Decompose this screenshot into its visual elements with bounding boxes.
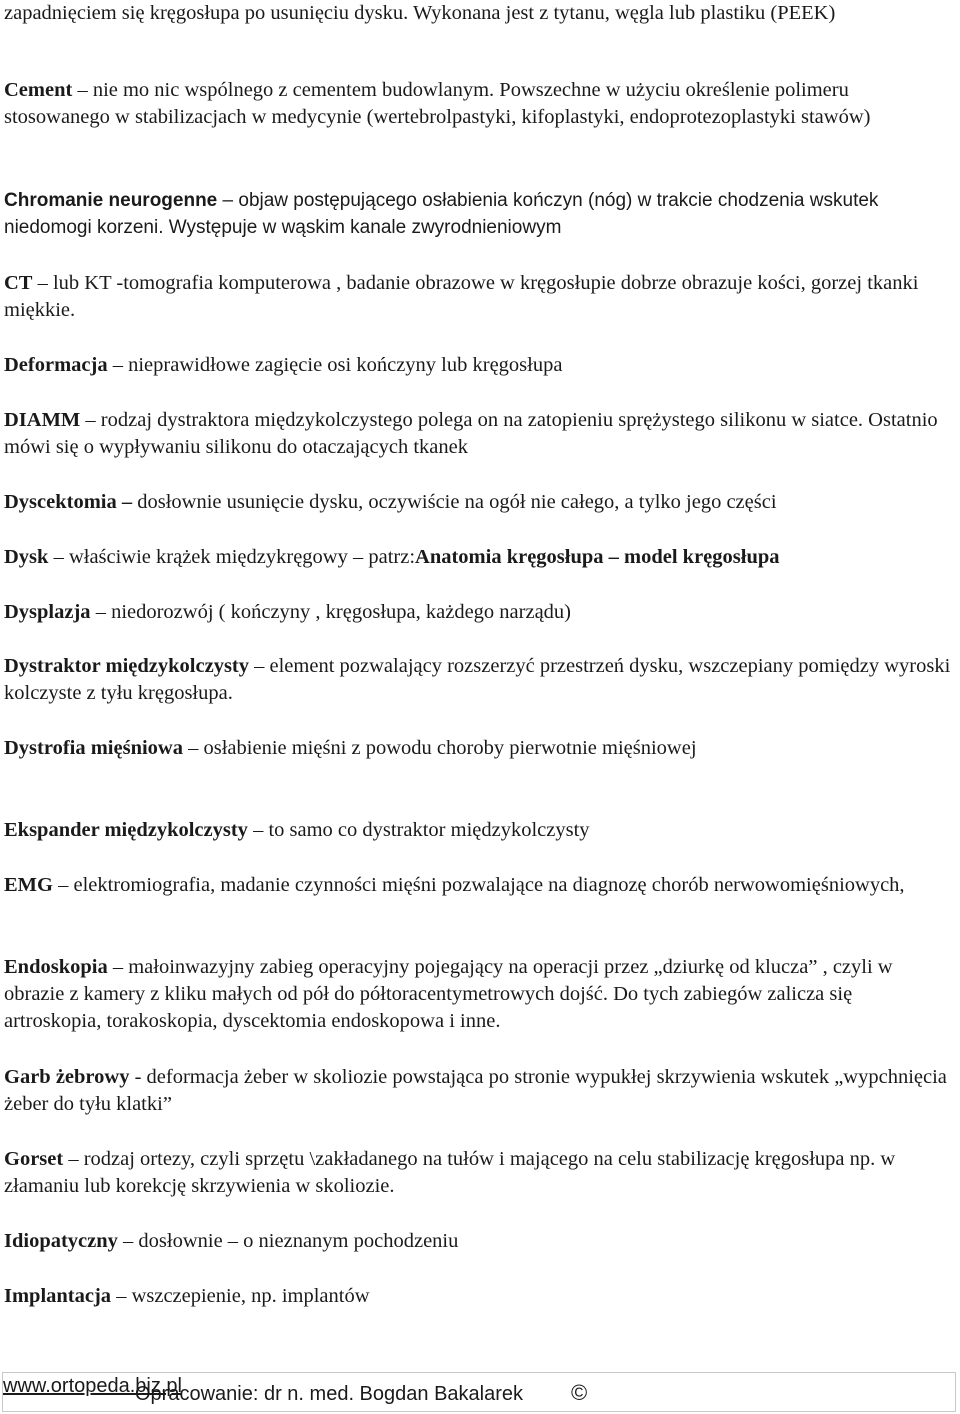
entry-term: Dysplazja: [4, 601, 91, 623]
entry-dystraktor: [4, 653, 952, 707]
entry-term: CT: [4, 272, 33, 294]
entry-dysk: [4, 544, 952, 571]
entry-intro: [4, 0, 952, 27]
entry-garb: [4, 1064, 952, 1118]
entry-chromanie: [4, 187, 952, 241]
page-footer: [2, 1372, 956, 1412]
entry-text: zapadnięciem się kręgosłupa po usunięciu dysku. Wykonana jest z tytanu, węgla lub plastiku (PEEK): [4, 2, 836, 24]
footer-credit: Opracowanie: dr n. med. Bogdan Bakalarek: [135, 1383, 523, 1405]
entry-text: – właściwie krążek międzykręgowy – patrz:: [48, 546, 416, 568]
entry-cement: [4, 77, 952, 131]
entry-text: – objaw postępującego osłabienia kończyn (nóg) w trakcie chodzenia wskutek niedomogi korzeni. Występuje w wąskim kanale zwyrodnieniowym: [4, 190, 879, 238]
entry-term: Dyscektomia –: [4, 491, 133, 513]
entry-term: Chromanie neurogenne: [4, 190, 218, 211]
entry-text: – rodzaj dystraktora międzykolczystego polega on na zatopieniu sprężystego silikonu w siatce. Ostatnio mówi się o wypływaniu silikonu do otaczających tkanek: [4, 409, 938, 458]
entry-text: – lub KT -tomografia komputerowa , badanie obrazowe w kręgosłupie dobrze obrazuje kości, gorzej tkanki miękkie.: [4, 272, 919, 321]
entry-dystrofia: [4, 735, 952, 762]
entry-term: Deformacja: [4, 354, 108, 376]
entry-term: Implantacja: [4, 1285, 112, 1307]
entry-term: Garb żebrowy: [4, 1066, 130, 1088]
entry-text: – elektromiografia, madanie czynności mięśni pozwalające na diagnozę chorób nerwowomięśniowych,: [52, 874, 905, 896]
entry-term: Endoskopia: [4, 956, 108, 978]
entry-implantacja: [4, 1283, 952, 1310]
entry-idiopatyczny: [4, 1228, 952, 1255]
footer-website-link[interactable]: www.ortopeda.biz.pl: [3, 1375, 182, 1397]
entry-text: - deformacja żeber w skoliozie powstająca po stronie wypukłej skrzywienia wskutek „wypchnięcia żeber do tyłu klatki”: [4, 1066, 947, 1115]
entry-term: DIAMM: [4, 409, 81, 431]
entry-ekspander: [4, 817, 952, 844]
entry-term: Ekspander międzykolczysty: [4, 819, 248, 841]
entry-dysplazja: [4, 599, 952, 626]
entry-term: Cement: [4, 79, 73, 101]
entry-term: EMG: [4, 874, 53, 896]
entry-text: – nie mo nic wspólnego z cementem budowlanym. Powszechne w użyciu określenie polimeru stosowanego w stabilizacjach w medycynie (wertebrolpastyki, kifoplastyki, endoprotezoplastyki stawów): [4, 79, 871, 128]
entry-term: Dystrofia mięśniowa: [4, 737, 183, 759]
entry-text: – element pozwalający rozszerzyć przestrzeń dysku, wszczepiany pomiędzy wyroski kolczyste z tyłu kręgosłupa.: [4, 655, 951, 704]
entry-text: – rodzaj ortezy, czyli sprzętu \zakładanego na tułów i mającego na celu stabilizację kręgosłupa np. w złamaniu lub korekcję skrzywienia w skoliozie.: [4, 1148, 896, 1197]
entry-endoskopia: [4, 954, 952, 1035]
entry-ct: [4, 270, 952, 324]
entry-text: – to samo co dystraktor międzykolczysty: [247, 819, 590, 841]
entry-text: – osłabienie mięśni z powodu choroby pierwotnie mięśniowej: [183, 737, 697, 759]
entry-term: Gorset: [4, 1148, 64, 1170]
entry-text: – wszczepienie, np. implantów: [111, 1285, 370, 1307]
entry-text: – małoinwazyjny zabieg operacyjny pojegający na operacji przez „dziurkę od klucza” , czyli w obrazie z kamery z kliku małych od pół do półtoracentymetrowych dojść. Do tych zabiegów zalicza się artroskopia, torakoskopia, dyscektomia endoskopowa i inne.: [4, 956, 893, 1032]
entry-term: Idiopatyczny: [4, 1230, 118, 1252]
entry-text: – nieprawidłowe zagięcie osi kończyny lub kręgosłupa: [107, 354, 563, 376]
entry-term: Dysk: [4, 546, 49, 568]
entry-diamm: [4, 407, 952, 461]
entry-deformacja: [4, 352, 952, 379]
copyright-icon: ©: [571, 1380, 588, 1405]
entry-term: Dystraktor międzykolczysty: [4, 655, 250, 677]
entry-text: – dosłownie – o nieznanym pochodzeniu: [117, 1230, 459, 1252]
entry-text: – niedorozwój ( kończyny , kręgosłupa, każdego narządu): [90, 601, 572, 623]
entry-dyscektomia: [4, 489, 952, 516]
entry-term-link[interactable]: Anatomia kręgosłupa – model kręgosłupa: [415, 546, 780, 568]
entry-gorset: [4, 1146, 952, 1200]
entry-emg: [4, 872, 952, 899]
entry-text: dosłownie usunięcie dysku, oczywiście na ogół nie całego, a tylko jego części: [132, 491, 777, 513]
